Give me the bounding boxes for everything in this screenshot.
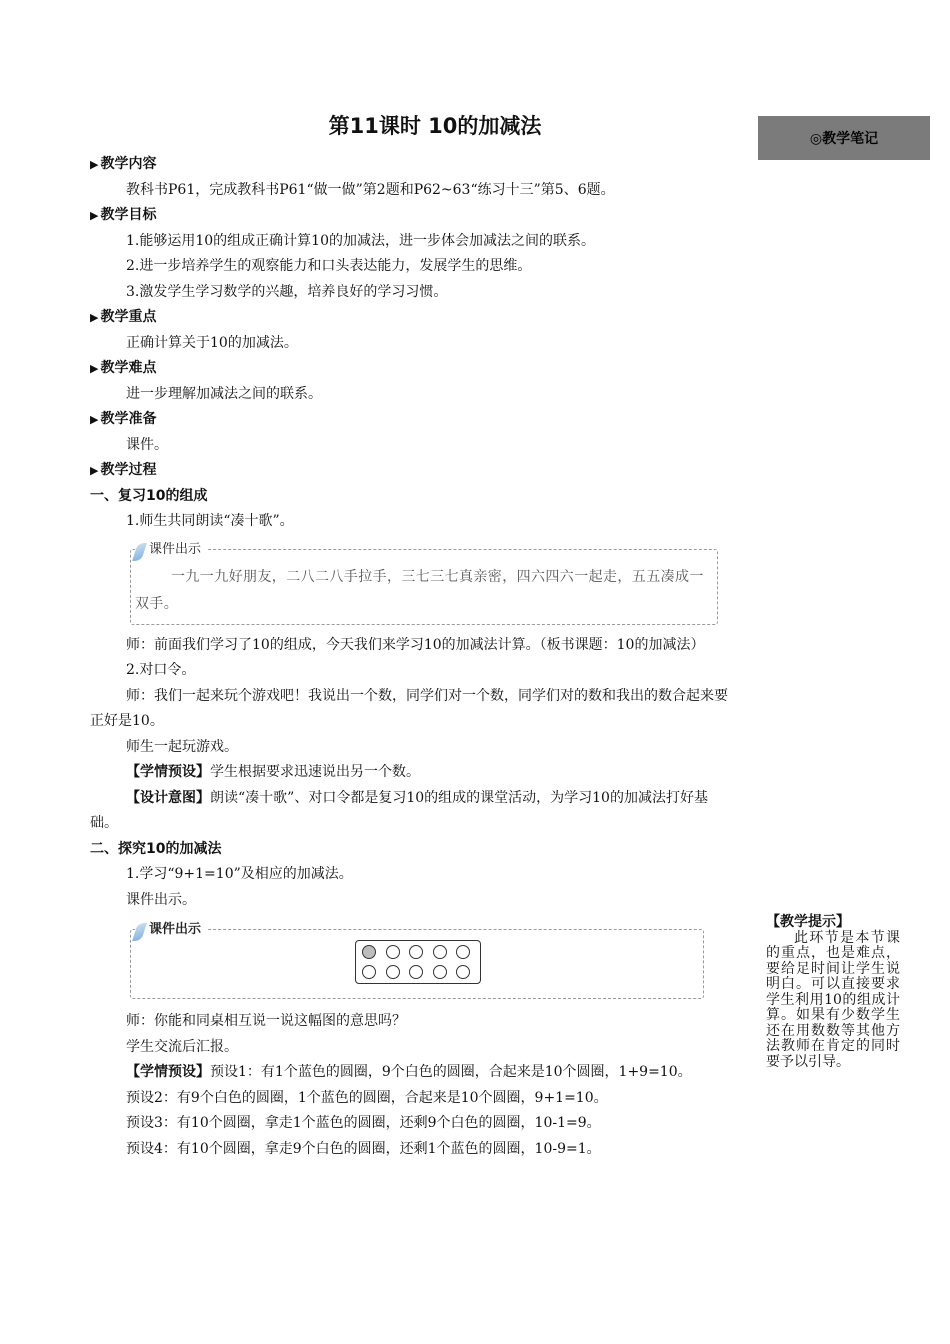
section-heading: ▶ 教学重点: [90, 309, 157, 325]
section-line: 课件。: [126, 436, 168, 453]
design-intent: 【设计意图】朗读“凑十歌”、对口令都是复习10的组成的课堂活动，为学习10的加减法打好基础。: [90, 789, 708, 831]
preset-2: 预设2：有9个白色的圆圈，1个蓝色的圆圈，合起来是10个圆圈，9+1=10。: [126, 1089, 608, 1106]
section-line: 1.能够运用10的组成正确计算10的加减法，进一步体会加减法之间的联系。: [126, 232, 595, 249]
courseware-label: 课件出示: [135, 538, 207, 557]
tip-body: 此环节是本节课的重点，也是难点，要给足时间让学生说明白。可以直接要求学生利用10的组成计算。如果有少数学生还在用数数等其他方法教师在肯定的同时要予以引导。: [766, 929, 900, 1070]
preset-1: 【学情预设】预设1：有1个蓝色的圆圈，9个白色的圆圈，合起来是10个圆圈，1+9=10。: [126, 1064, 692, 1080]
rhyme-text: 一九一九好朋友，二八二八手拉手，三七三七真亲密，四六四六一起走，五五凑成一双手。: [135, 568, 704, 612]
section-heading: ▶ 教学过程: [90, 462, 157, 478]
lesson-content: [90, 152, 730, 1162]
white-circle: [409, 945, 423, 959]
triangle-bullet-icon: ▶: [90, 158, 99, 171]
part1-heading: 一、复习10的组成: [90, 487, 208, 504]
section-heading: ▶ 教学难点: [90, 360, 157, 376]
tip-heading: 【教学提示】: [766, 914, 850, 930]
white-circle: [433, 965, 447, 979]
part2-show: 课件出示。: [126, 891, 196, 908]
teaching-notes-tab: ◎教学笔记: [758, 116, 930, 160]
teacher-game: 师：我们一起来玩个游戏吧！我说出一个数，同学们对一个数，同学们对的数和我出的数合起来要正好是10。: [90, 687, 728, 729]
section-line: 3.激发学生学习数学的兴趣，培养良好的学习习惯。: [126, 283, 448, 300]
courseware-box-circles: [130, 922, 704, 999]
triangle-bullet-icon: ▶: [90, 413, 99, 426]
teacher-question: 师：你能和同桌相互说一说这幅图的意思吗？: [126, 1013, 406, 1029]
ten-frame: [355, 940, 481, 984]
white-circle: [362, 965, 376, 979]
section-line: 正确计算关于10的加减法。: [126, 334, 298, 351]
triangle-bullet-icon: ▶: [90, 209, 99, 222]
white-circle: [386, 965, 400, 979]
white-circle: [386, 945, 400, 959]
preset-4: 预设4：有10个圆圈，拿走9个白色的圆圈，还剩1个蓝色的圆圈，10-9=1。: [126, 1140, 601, 1157]
section-heading: ▶ 教学准备: [90, 411, 157, 427]
blue-circle: [362, 945, 376, 959]
play-line: 师生一起玩游戏。: [126, 738, 238, 755]
part1-step1: 1.师生共同朗读“凑十歌”。: [126, 513, 294, 529]
section-line: 教科书P61，完成教科书P61“做一做”第2题和P62~63“练习十三”第5、6题。: [126, 181, 615, 198]
page-title: 第11课时 10的加减法: [328, 114, 542, 138]
teacher-intro: 师：前面我们学习了10的组成，今天我们来学习10的加减法计算。（板书课题：10的加减法）: [126, 636, 705, 653]
white-circle: [456, 945, 470, 959]
preset-line: 【学情预设】学生根据要求迅速说出另一个数。: [126, 764, 420, 780]
white-circle: [409, 965, 423, 979]
part2-heading: 二、探究10的加减法: [90, 840, 222, 857]
white-circle: [433, 945, 447, 959]
preset-3: 预设3：有10个圆圈，拿走1个蓝色的圆圈，还剩9个白色的圆圈，10-1=9。: [126, 1115, 601, 1131]
triangle-bullet-icon: ▶: [90, 464, 99, 477]
courseware-box-rhyme: [130, 541, 718, 625]
part2-step1: 1.学习“9+1=10”及相应的加减法。: [126, 866, 353, 882]
section-heading: ▶ 教学目标: [90, 207, 157, 223]
triangle-bullet-icon: ▶: [90, 362, 99, 375]
courseware-label: 课件出示: [135, 918, 207, 937]
white-circle: [456, 965, 470, 979]
section-line: 2.进一步培养学生的观察能力和口头表达能力，发展学生的思维。: [126, 258, 532, 274]
triangle-bullet-icon: ▶: [90, 311, 99, 324]
part1-step2: 2.对口令。: [126, 662, 196, 678]
section-line: 进一步理解加减法之间的联系。: [126, 385, 322, 402]
teaching-tip: [766, 915, 900, 1070]
report-line: 学生交流后汇报。: [126, 1038, 238, 1055]
section-heading: ▶ 教学内容: [90, 156, 157, 172]
